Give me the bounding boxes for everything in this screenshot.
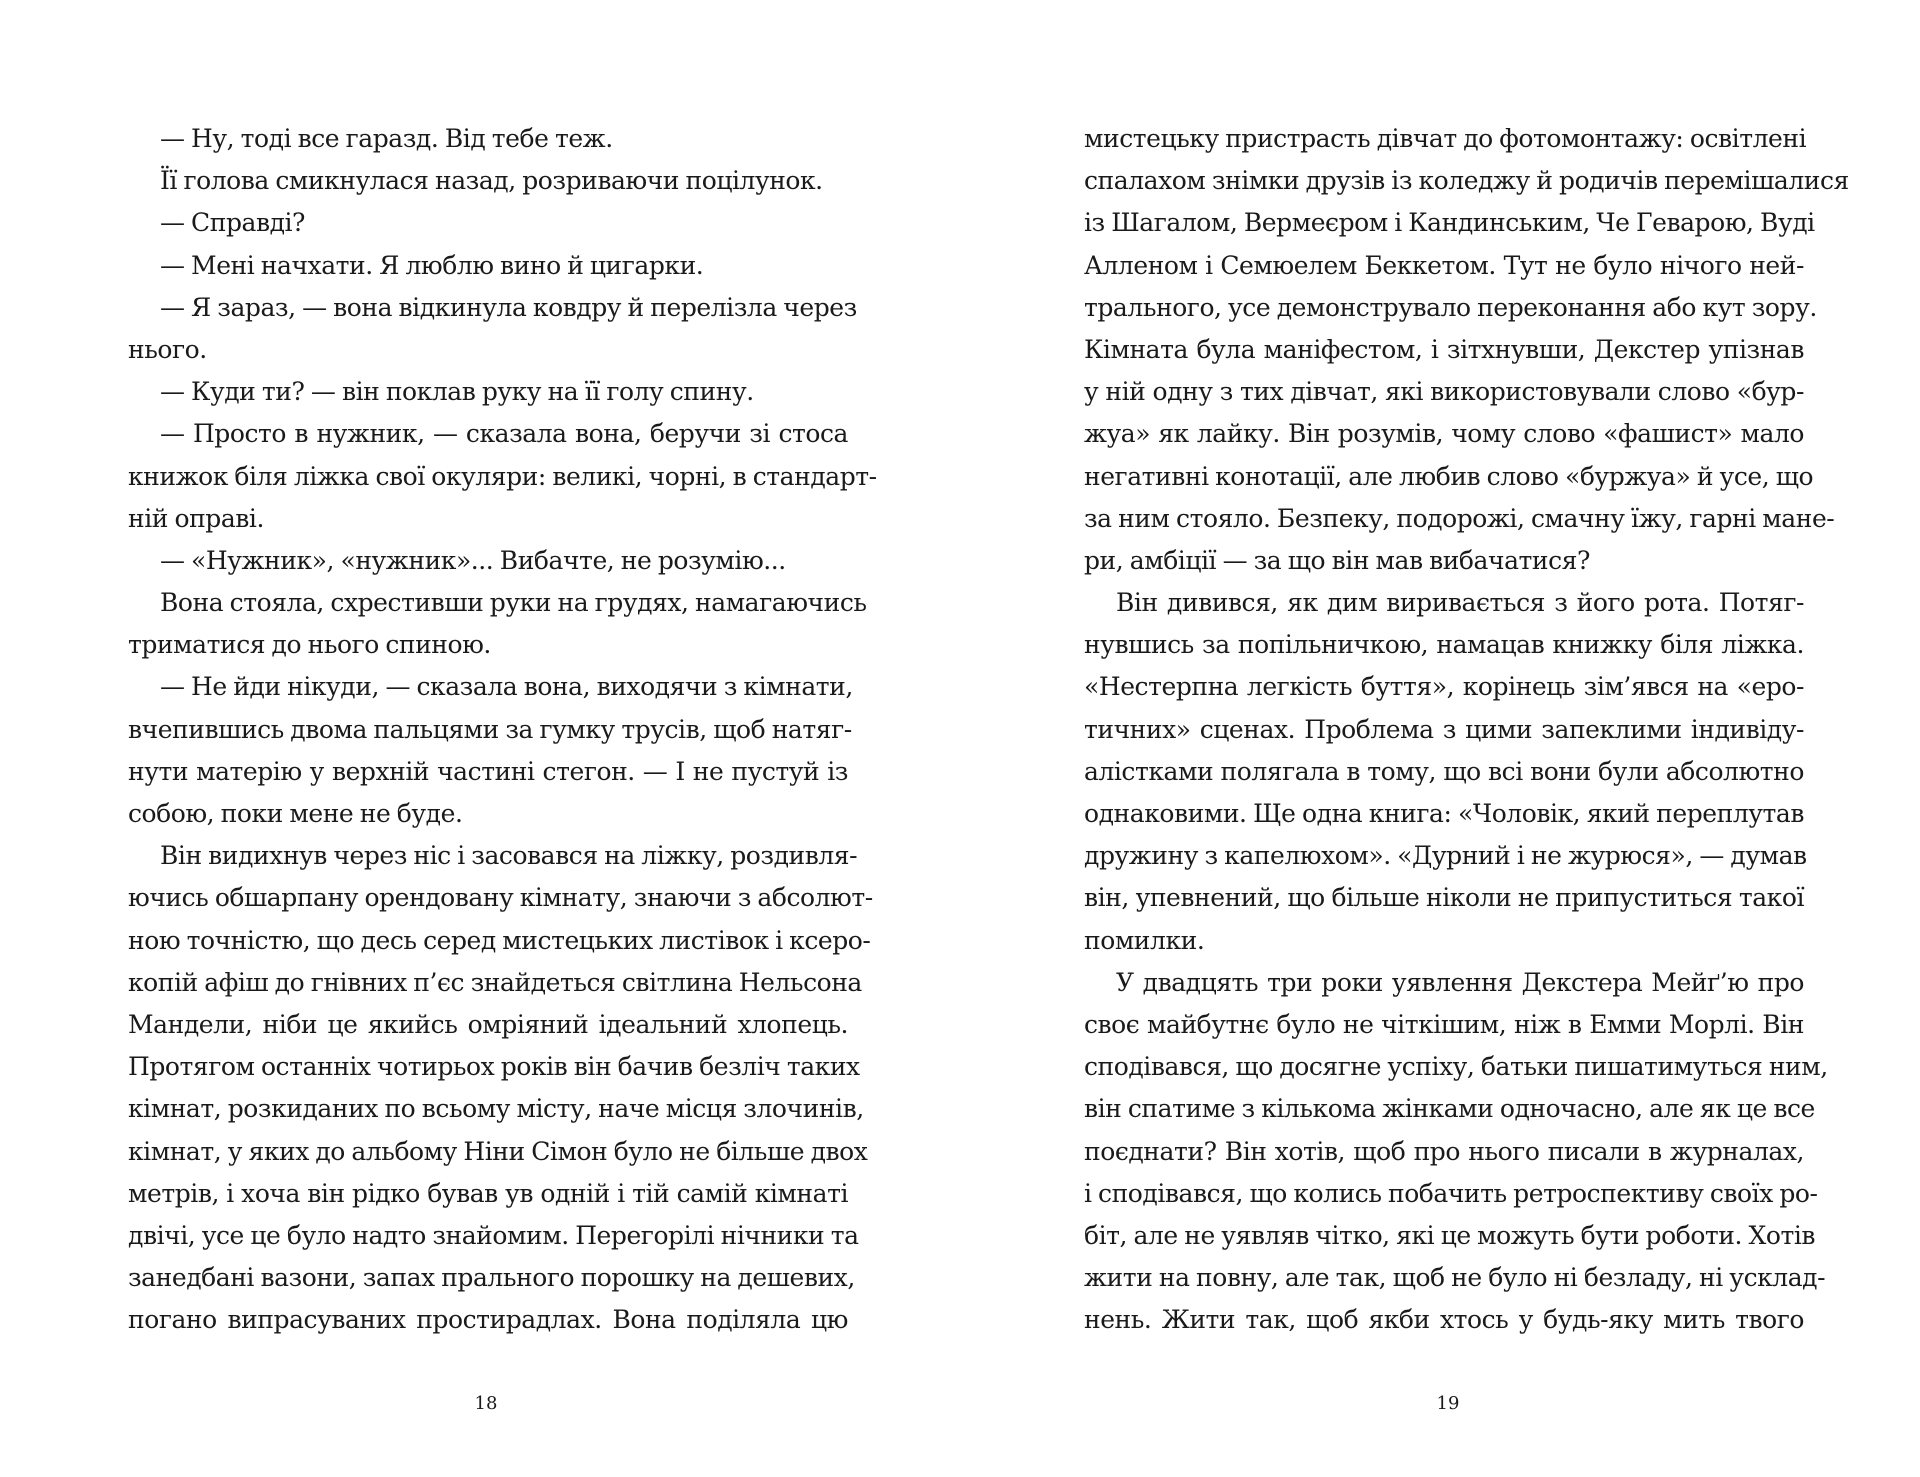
text-line: книжок біля ліжка свої окуляри: великі, чорні, в стандарт- <box>128 461 877 491</box>
text-line: — Просто в нужник, — сказала вона, беручи зі стоса <box>160 419 848 449</box>
text-line: сподівався, що досягне успіху, батьки пишатимуться ним, <box>1084 1052 1828 1082</box>
text-line: спалахом знімки друзів із коледжу й родичів перемішалися <box>1084 166 1849 196</box>
right-page <box>960 0 1920 1477</box>
text-line: — Мені начхати. Я люблю вино й цигарки. <box>160 250 704 280</box>
text-line: — Куди ти? — він поклав руку на її голу спину. <box>160 377 754 407</box>
text-line: він, упевнений, що більше ніколи не припуститься такої <box>1084 883 1804 913</box>
text-line: за ним стояло. Безпеку, подорожі, смачну їжу, гарні мане- <box>1084 503 1835 533</box>
text-line: нень. Жити так, щоб якби хтось у будь-яку мить твого <box>1084 1305 1804 1335</box>
text-line: Кімната була маніфестом, і зітхнувши, Декстер упізнав <box>1084 334 1804 364</box>
text-line: погано випрасуваних простирадлах. Вона поділяла цю <box>128 1305 848 1335</box>
text-line: «Нестерпна легкість буття», корінець зім’явся на «еро- <box>1084 672 1804 702</box>
text-line: триматися до нього спиною. <box>128 630 491 660</box>
text-line: Він дивився, як дим виривається з його рота. Потяг- <box>1116 588 1804 618</box>
text-line: і сподівався, що колись побачить ретроспективу своїх ро- <box>1084 1178 1818 1208</box>
text-line: — Я зараз, — вона відкинула ковдру й перелізла через <box>160 292 857 322</box>
right-page-text <box>1084 118 1849 1341</box>
text-line: вчепившись двома пальцями за гумку трусів, щоб натяг- <box>128 714 852 744</box>
text-line: помилки. <box>1084 925 1205 955</box>
text-line: однаковими. Ще одна книга: «Чоловік, який переплутав <box>1084 799 1804 828</box>
page-number-right: 19 <box>1436 1393 1460 1414</box>
text-line: занедбані вазони, запах прального порошку на дешевих, <box>128 1263 855 1293</box>
text-line: своє майбутнє було не чіткішим, ніж в Емми Морлі. Він <box>1084 1009 1804 1039</box>
text-line: жити на повну, але так, щоб не було ні безладу, ні усклад- <box>1084 1263 1826 1293</box>
text-line: із Шагалом, Вермеєром і Кандинським, Че Геварою, Вуді <box>1084 208 1815 238</box>
text-line: копій афіш до гнівних п’єс знайдеться світлина Нельсона <box>128 967 862 997</box>
text-line: нувшись за попільничкою, намацав книжку біля ліжка. <box>1084 630 1804 660</box>
text-line: поєднати? Він хотів, щоб про нього писали в журналах, <box>1084 1136 1804 1166</box>
text-line: алістками полягала в тому, що всі вони були абсолютно <box>1084 756 1804 786</box>
text-line: кімнат, розкиданих по всьому місту, наче місця злочинів, <box>128 1094 864 1124</box>
text-line: жуа» як лайку. Він розумів, чому слово «фашист» мало <box>1084 419 1804 449</box>
text-line: нього. <box>128 334 207 364</box>
text-line: мистецьку пристрасть дівчат до фотомонтажу: освітлені <box>1084 124 1807 153</box>
text-line: тичних» сценах. Проблема з цими запеклими індивіду- <box>1084 714 1804 744</box>
text-line: — Не йди нікуди, — сказала вона, виходячи з кімнати, <box>160 672 853 702</box>
text-line: ній оправі. <box>128 503 264 533</box>
text-line: Протягом останніх чотирьох років він бачив безліч таких <box>128 1052 860 1082</box>
text-line: метрів, і хоча він рідко бував ув одній і тій самій кімнаті <box>128 1178 848 1208</box>
text-line: негативні конотації, але любив слово «буржуа» й усе, що <box>1084 461 1814 491</box>
text-line: ючись обшарпану орендовану кімнату, знаючи з абсолют- <box>128 883 873 913</box>
text-line: біт, але не уявляв чітко, які це можуть бути роботи. Хотів <box>1084 1220 1816 1250</box>
text-line: — Ну, тоді все гаразд. Від тебе теж. <box>160 124 613 153</box>
text-line: Він видихнув через ніс і засовався на ліжку, роздивля- <box>160 841 858 871</box>
text-line: він спатиме з кількома жінками одночасно, але як це все <box>1084 1094 1815 1124</box>
text-line: ри, амбіції — за що він мав вибачатися? <box>1084 545 1590 575</box>
text-line: нути матерію у верхній частині стегон. — І не пустуй із <box>128 756 848 786</box>
text-line: Її голова смикнулася назад, розриваючи поцілунок. <box>160 166 823 196</box>
text-line: Мандели, ніби це якийсь омріяний ідеальний хлопець. <box>128 1009 848 1039</box>
text-line: трального, усе демонструвало переконання або кут зору. <box>1084 292 1817 322</box>
text-line: ною точністю, що десь серед мистецьких листівок і ксеро- <box>128 925 871 955</box>
text-line: двічі, усе це було надто знайомим. Перегорілі нічники та <box>128 1220 859 1250</box>
text-line: собою, поки мене не буде. <box>128 799 463 828</box>
text-line: У двадцять три роки уявлення Декстера Мейґ’ю про <box>1116 967 1804 997</box>
text-line: дружину з капелюхом». «Дурний і не журюся», — думав <box>1084 841 1807 871</box>
text-line: Вона стояла, схрестивши руки на грудях, намагаючись <box>160 588 867 618</box>
text-line: у ній одну з тих дівчат, які використовували слово «бур- <box>1084 377 1804 407</box>
text-line: — «Нужник», «нужник»... Вибачте, не розумію... <box>160 545 786 575</box>
left-page-text <box>128 118 877 1341</box>
text-line: кімнат, у яких до альбому Ніни Сімон було не більше двох <box>128 1136 868 1166</box>
text-line: Алленом і Семюелем Беккетом. Тут не було нічого ней- <box>1084 250 1804 280</box>
page-number-left: 18 <box>474 1393 498 1414</box>
text-line: — Справді? <box>160 208 306 238</box>
